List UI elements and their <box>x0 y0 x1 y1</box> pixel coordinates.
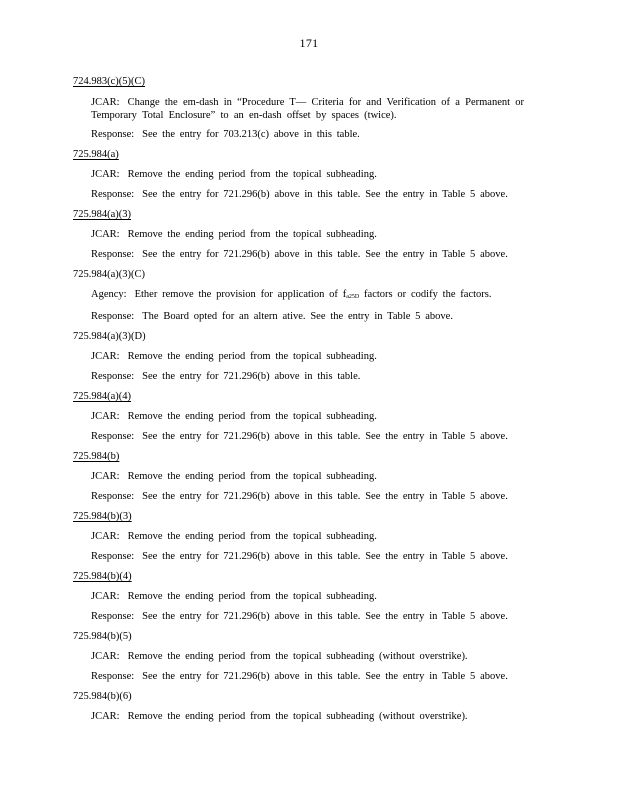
comment-line <box>91 527 543 547</box>
comment-label: Response: <box>91 671 135 682</box>
section-heading <box>73 627 543 647</box>
section-heading-text: 725.984(b)(3) <box>73 511 132 522</box>
comment-label: Response: <box>91 129 135 140</box>
comment-line <box>91 407 543 427</box>
comment-line <box>91 647 543 667</box>
comment-text: See the entry for 721.296(b) above in this table. See the entry in Table 5 above. <box>142 189 508 200</box>
comment-line <box>91 245 543 265</box>
comment-text: Remove the ending period from the topical subheading. <box>127 229 377 240</box>
section-heading-text: 725.984(a)(3)(D) <box>73 331 146 342</box>
comment-label: Response: <box>91 491 135 502</box>
section-heading-text: 725.984(a)(4) <box>73 391 132 402</box>
comment-line <box>91 125 543 145</box>
comment-label: Response: <box>91 431 135 442</box>
comment-label: Response: <box>91 189 135 200</box>
comment-text: Remove the ending period from the topical subheading. <box>127 531 377 542</box>
comment-text: See the entry for 721.296(b) above in this table. See the entry in Table 5 above. <box>142 491 508 502</box>
comment-line <box>91 427 543 447</box>
section-heading <box>73 327 543 347</box>
comment-label: JCAR: <box>91 229 120 240</box>
comment-line <box>91 487 543 507</box>
comment-label: JCAR: <box>91 169 120 180</box>
page-number: 171 <box>299 36 319 50</box>
section-heading <box>73 387 543 407</box>
comment-text: See the entry for 721.296(b) above in this table. <box>142 371 361 382</box>
comment-text: Remove the ending period from the topical subheading. <box>127 591 377 602</box>
comment-text: See the entry for 721.296(b) above in this table. See the entry in Table 5 above. <box>142 671 508 682</box>
document-body <box>73 72 543 727</box>
comment-text: See the entry for 721.296(b) above in this table. See the entry in Table 5 above. <box>142 249 508 260</box>
comment-line <box>91 185 543 205</box>
comment-label: Response: <box>91 311 135 322</box>
comment-line <box>91 707 543 727</box>
comment-text: Remove the ending period from the topical subheading (without overstrike). <box>127 711 468 722</box>
section-heading-text: 724.983(c)(5)(C) <box>73 76 146 87</box>
section-heading-text: 725.984(a)(3) <box>73 209 132 220</box>
comment-line <box>91 547 543 567</box>
comment-line <box>91 667 543 687</box>
comment-line <box>91 225 543 245</box>
comment-line <box>91 307 543 327</box>
comment-text: Remove the ending period from the topical subheading. <box>127 471 377 482</box>
section-heading <box>73 687 543 707</box>
comment-line <box>91 285 543 307</box>
comment-text: Change the em-dash in “Procedure T— Criteria for and Verification of a Permanent or Temporary Total Enclosure” to an en-dash offset by spaces (twice). <box>91 97 525 121</box>
comment-label: Response: <box>91 551 135 562</box>
comment-label: Response: <box>91 371 135 382</box>
comment-label: Agency: <box>91 289 127 300</box>
comment-label: JCAR: <box>91 351 120 362</box>
comment-text: Ether remove the provision for application of f <box>134 289 347 300</box>
comment-label: JCAR: <box>91 471 120 482</box>
comment-label: JCAR: <box>91 97 120 108</box>
comment-label: Response: <box>91 249 135 260</box>
section-heading <box>73 507 543 527</box>
section-heading-text: 725.984(b) <box>73 451 120 462</box>
section-heading <box>73 567 543 587</box>
comment-line <box>91 607 543 627</box>
comment-line <box>91 467 543 487</box>
comment-text: Remove the ending period from the topical subheading. <box>127 351 377 362</box>
comment-text: Remove the ending period from the topical subheading (without overstrike). <box>127 651 468 662</box>
comment-label: JCAR: <box>91 591 120 602</box>
section-heading <box>73 265 543 285</box>
comment-line <box>91 347 543 367</box>
comment-text: See the entry for 721.296(b) above in this table. See the entry in Table 5 above. <box>142 431 508 442</box>
comment-text: See the entry for 703.213(c) above in this table. <box>142 129 360 140</box>
comment-line <box>91 165 543 185</box>
comment-label: Response: <box>91 611 135 622</box>
comment-text: See the entry for 721.296(b) above in this table. See the entry in Table 5 above. <box>142 551 508 562</box>
section-heading-text: 725.984(a)(3)(C) <box>73 269 146 280</box>
comment-line <box>91 92 531 125</box>
section-heading <box>73 205 543 225</box>
comment-label: JCAR: <box>91 411 120 422</box>
factor-subscript: a25D <box>346 294 360 300</box>
comment-text: factors or codify the factors. <box>359 289 492 300</box>
comment-line <box>91 587 543 607</box>
comment-label: JCAR: <box>91 651 120 662</box>
comment-text: Remove the ending period from the topical subheading. <box>127 411 377 422</box>
section-heading <box>73 447 543 467</box>
comment-text: The Board opted for an altern ative. See the entry in Table 5 above. <box>142 311 453 322</box>
section-heading <box>73 145 543 165</box>
comment-label: JCAR: <box>91 711 120 722</box>
section-heading-text: 725.984(b)(6) <box>73 691 132 702</box>
section-heading <box>73 72 543 92</box>
comment-label: JCAR: <box>91 531 120 542</box>
section-heading-text: 725.984(b)(5) <box>73 631 132 642</box>
comment-text: Remove the ending period from the topical subheading. <box>127 169 377 180</box>
comment-text: See the entry for 721.296(b) above in this table. See the entry in Table 5 above. <box>142 611 508 622</box>
section-heading-text: 725.984(a) <box>73 149 119 160</box>
section-heading-text: 725.984(b)(4) <box>73 571 132 582</box>
comment-line <box>91 367 543 387</box>
